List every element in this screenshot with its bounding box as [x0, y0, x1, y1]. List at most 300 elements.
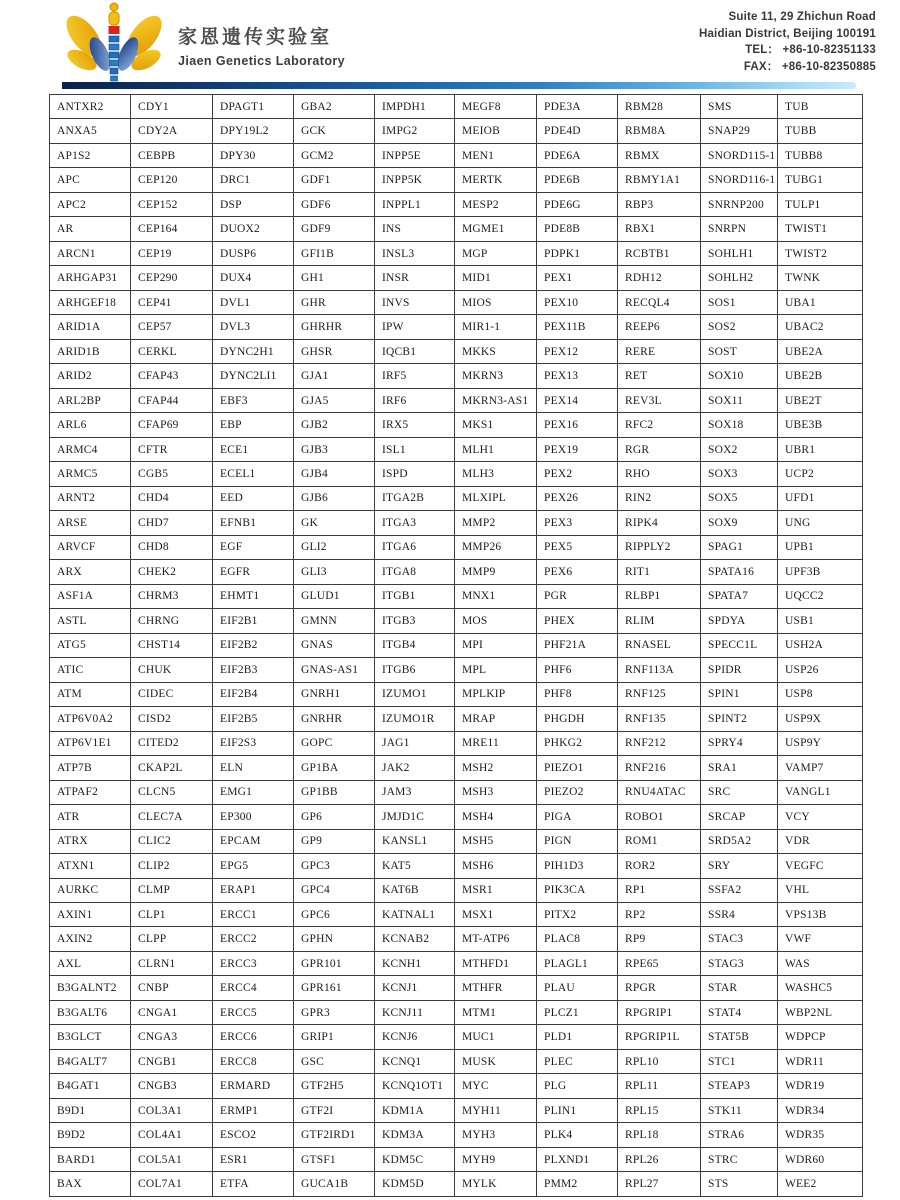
gene-cell: IRF6: [375, 388, 455, 412]
gene-cell: USP9Y: [778, 731, 863, 755]
gene-cell: DSP: [213, 192, 294, 216]
gene-cell: ITGA8: [375, 560, 455, 584]
gene-cell: ARL2BP: [50, 388, 131, 412]
gene-cell: PEX2: [537, 462, 618, 486]
gene-cell: WDPCP: [778, 1025, 863, 1049]
gene-cell: PEX14: [537, 388, 618, 412]
gene-cell: PHKG2: [537, 731, 618, 755]
gene-cell: MYH9: [455, 1147, 537, 1171]
gene-cell: RIT1: [618, 560, 701, 584]
contact-fax: FAX： +86-10-82350885: [743, 60, 876, 73]
gene-table-row: [50, 511, 863, 535]
gene-cell: JMJD1C: [375, 805, 455, 829]
gene-cell: RBX1: [618, 217, 701, 241]
gene-table-row: [50, 902, 863, 926]
gene-table-row: [50, 339, 863, 363]
gene-table-row: [50, 364, 863, 388]
gene-cell: STAR: [701, 976, 778, 1000]
gene-cell: ARMC4: [50, 437, 131, 461]
gene-cell: GTF2H5: [294, 1074, 375, 1098]
gene-cell: USP26: [778, 658, 863, 682]
gene-cell: ERCC2: [213, 927, 294, 951]
gene-cell: REV3L: [618, 388, 701, 412]
gene-cell: KAT5: [375, 854, 455, 878]
gene-cell: GTF2IRD1: [294, 1123, 375, 1147]
gene-cell: ITGA6: [375, 535, 455, 559]
gene-cell: KCNJ6: [375, 1025, 455, 1049]
gene-cell: CFAP43: [131, 364, 213, 388]
gene-cell: ATRX: [50, 829, 131, 853]
gene-cell: GNRHR: [294, 707, 375, 731]
gene-table-row: [50, 927, 863, 951]
gene-cell: MGP: [455, 241, 537, 265]
gene-table-row: [50, 1000, 863, 1024]
gene-cell: ARHGAP31: [50, 266, 131, 290]
gene-cell: PHF8: [537, 682, 618, 706]
gene-cell: RPL27: [618, 1172, 701, 1197]
gene-cell: SOHLH2: [701, 266, 778, 290]
gene-cell: CHUK: [131, 658, 213, 682]
gene-cell: UQCC2: [778, 584, 863, 608]
gene-cell: ARVCF: [50, 535, 131, 559]
gene-cell: IZUMO1: [375, 682, 455, 706]
gene-cell: RCBTB1: [618, 241, 701, 265]
gene-cell: USH2A: [778, 633, 863, 657]
gene-cell: MEIOB: [455, 119, 537, 143]
gene-cell: CIDEC: [131, 682, 213, 706]
gene-cell: GJB6: [294, 486, 375, 510]
gene-cell: IQCB1: [375, 339, 455, 363]
gene-cell: ERCC3: [213, 951, 294, 975]
gene-table-row: [50, 95, 863, 119]
gene-cell: PITX2: [537, 902, 618, 926]
gene-cell: MERTK: [455, 168, 537, 192]
gene-cell: GJA5: [294, 388, 375, 412]
gene-cell: B9D1: [50, 1098, 131, 1122]
gene-cell: CLIC2: [131, 829, 213, 853]
gene-cell: MEN1: [455, 143, 537, 167]
gene-cell: EP300: [213, 805, 294, 829]
gene-table-row: [50, 290, 863, 314]
gene-cell: SRD5A2: [701, 829, 778, 853]
gene-cell: GJB2: [294, 413, 375, 437]
gene-cell: EIF2B2: [213, 633, 294, 657]
gene-cell: PEX1: [537, 266, 618, 290]
gene-table-row: [50, 217, 863, 241]
gene-cell: IMPDH1: [375, 95, 455, 119]
gene-cell: MUC1: [455, 1025, 537, 1049]
gene-cell: WDR34: [778, 1098, 863, 1122]
gene-cell: STAT5B: [701, 1025, 778, 1049]
gene-cell: CEP290: [131, 266, 213, 290]
gene-cell: B3GALT6: [50, 1000, 131, 1024]
gene-cell: STAT4: [701, 1000, 778, 1024]
gene-cell: PHGDH: [537, 707, 618, 731]
gene-table-row: [50, 1049, 863, 1073]
gene-cell: GMNN: [294, 609, 375, 633]
gene-cell: SNRPN: [701, 217, 778, 241]
gene-cell: ITGB1: [375, 584, 455, 608]
gene-cell: SOX10: [701, 364, 778, 388]
gene-cell: PIGN: [537, 829, 618, 853]
gene-cell: STRC: [701, 1147, 778, 1171]
gene-cell: ASF1A: [50, 584, 131, 608]
gene-table-row: [50, 1123, 863, 1147]
gene-cell: ISL1: [375, 437, 455, 461]
gene-cell: ERCC1: [213, 902, 294, 926]
gene-cell: SOX2: [701, 437, 778, 461]
gene-table-row: [50, 976, 863, 1000]
gene-cell: UBE2T: [778, 388, 863, 412]
gene-cell: SOHLH1: [701, 241, 778, 265]
brand-block: [178, 22, 345, 68]
gene-cell: PLK4: [537, 1123, 618, 1147]
gene-cell: ERCC8: [213, 1049, 294, 1073]
gene-cell: VEGFC: [778, 854, 863, 878]
gene-cell: UFD1: [778, 486, 863, 510]
gene-cell: PLAC8: [537, 927, 618, 951]
gene-cell: CFAP69: [131, 413, 213, 437]
gene-cell: RNU4ATAC: [618, 780, 701, 804]
gene-cell: DPY30: [213, 143, 294, 167]
gene-cell: DVL3: [213, 315, 294, 339]
gene-cell: GPC3: [294, 854, 375, 878]
gene-table-row: [50, 388, 863, 412]
gene-cell: ECEL1: [213, 462, 294, 486]
gene-cell: IPW: [375, 315, 455, 339]
gene-cell: RECQL4: [618, 290, 701, 314]
gene-cell: MTHFD1: [455, 951, 537, 975]
gene-cell: DVL1: [213, 290, 294, 314]
gene-cell: KCNQ1OT1: [375, 1074, 455, 1098]
gene-cell: ITGB3: [375, 609, 455, 633]
gene-cell: MRAP: [455, 707, 537, 731]
gene-cell: CNGB1: [131, 1049, 213, 1073]
brand-name-en: Jiaen Genetics Laboratory: [178, 54, 346, 68]
gene-table-row: [50, 854, 863, 878]
gene-cell: DUSP6: [213, 241, 294, 265]
gene-cell: CERKL: [131, 339, 213, 363]
gene-cell: RPL15: [618, 1098, 701, 1122]
gene-cell: MIOS: [455, 290, 537, 314]
gene-table-row: [50, 658, 863, 682]
gene-cell: SNAP29: [701, 119, 778, 143]
gene-cell: PEX19: [537, 437, 618, 461]
gene-cell: GSC: [294, 1049, 375, 1073]
gene-cell: WEE2: [778, 1172, 863, 1197]
gene-cell: B3GALNT2: [50, 976, 131, 1000]
gene-cell: IMPG2: [375, 119, 455, 143]
contact-address-line2: Haidian District, Beijing 100191: [698, 27, 876, 40]
gene-cell: MSH3: [455, 780, 537, 804]
gene-cell: UNG: [778, 511, 863, 535]
gene-cell: RBP3: [618, 192, 701, 216]
gene-cell: RPE65: [618, 951, 701, 975]
gene-cell: RFC2: [618, 413, 701, 437]
gene-table-row: [50, 707, 863, 731]
gene-table-row: [50, 437, 863, 461]
gene-cell: PIH1D3: [537, 854, 618, 878]
gene-cell: MSH5: [455, 829, 537, 853]
gene-cell: GP1BB: [294, 780, 375, 804]
gene-cell: GK: [294, 511, 375, 535]
gene-cell: SPIDR: [701, 658, 778, 682]
gene-cell: MKRN3-AS1: [455, 388, 537, 412]
gene-table-row: [50, 315, 863, 339]
gene-cell: CEP152: [131, 192, 213, 216]
gene-cell: KATNAL1: [375, 902, 455, 926]
gene-cell: SMS: [701, 95, 778, 119]
gene-cell: PEX13: [537, 364, 618, 388]
gene-cell: CHST14: [131, 633, 213, 657]
gene-table-row: [50, 535, 863, 559]
gene-cell: UBE2A: [778, 339, 863, 363]
gene-cell: ERCC6: [213, 1025, 294, 1049]
gene-cell: RP2: [618, 902, 701, 926]
gene-cell: B4GAT1: [50, 1074, 131, 1098]
gene-cell: B4GALT7: [50, 1049, 131, 1073]
gene-cell: MSX1: [455, 902, 537, 926]
contact-address-line1: Suite 11, 29 Zhichun Road: [728, 11, 876, 23]
gene-cell: RBMX: [618, 143, 701, 167]
gene-cell: CDY2A: [131, 119, 213, 143]
gene-cell: EIF2S3: [213, 731, 294, 755]
gene-cell: B9D2: [50, 1123, 131, 1147]
gene-cell: KCNH1: [375, 951, 455, 975]
gene-table-row: [50, 682, 863, 706]
gene-table-row: [50, 1074, 863, 1098]
gene-cell: MUSK: [455, 1049, 537, 1073]
gene-cell: RNF216: [618, 756, 701, 780]
gene-cell: KCNJ1: [375, 976, 455, 1000]
gene-cell: PEX26: [537, 486, 618, 510]
gene-cell: GHSR: [294, 339, 375, 363]
gene-cell: REEP6: [618, 315, 701, 339]
gene-cell: TWIST1: [778, 217, 863, 241]
gene-cell: ITGA2B: [375, 486, 455, 510]
gene-cell: EBP: [213, 413, 294, 437]
gene-cell: PDE6G: [537, 192, 618, 216]
gene-cell: STS: [701, 1172, 778, 1197]
gene-cell: GTSF1: [294, 1147, 375, 1171]
gene-cell: GPHN: [294, 927, 375, 951]
gene-cell: EIF2B3: [213, 658, 294, 682]
gene-cell: EPCAM: [213, 829, 294, 853]
gene-cell: DPY19L2: [213, 119, 294, 143]
gene-cell: MESP2: [455, 192, 537, 216]
brand-name-cn: 家恩遗传实验室: [178, 27, 333, 48]
gene-cell: CHD7: [131, 511, 213, 535]
gene-table-row: [50, 192, 863, 216]
gene-cell: GCK: [294, 119, 375, 143]
gene-cell: ERMP1: [213, 1098, 294, 1122]
gene-cell: EBF3: [213, 388, 294, 412]
gene-cell: TUBG1: [778, 168, 863, 192]
gene-cell: RPGR: [618, 976, 701, 1000]
gene-cell: SNORD115-1: [701, 143, 778, 167]
gene-cell: PLAGL1: [537, 951, 618, 975]
gene-table-row: [50, 462, 863, 486]
gene-table-row: [50, 143, 863, 167]
gene-cell: COL7A1: [131, 1172, 213, 1197]
gene-cell: RP1: [618, 878, 701, 902]
gene-cell: KDM1A: [375, 1098, 455, 1122]
gene-cell: PDE8B: [537, 217, 618, 241]
gene-table-row: [50, 1172, 863, 1197]
gene-table-row: [50, 731, 863, 755]
gene-cell: COL5A1: [131, 1147, 213, 1171]
gene-cell: RGR: [618, 437, 701, 461]
gene-cell: GCM2: [294, 143, 375, 167]
gene-cell: MTHFR: [455, 976, 537, 1000]
gene-cell: APC2: [50, 192, 131, 216]
gene-cell: UPB1: [778, 535, 863, 559]
gene-cell: DRC1: [213, 168, 294, 192]
gene-cell: TUBB8: [778, 143, 863, 167]
gene-cell: RNF212: [618, 731, 701, 755]
gene-cell: USB1: [778, 609, 863, 633]
gene-cell: SPDYA: [701, 609, 778, 633]
gene-cell: MID1: [455, 266, 537, 290]
gene-cell: CLEC7A: [131, 805, 213, 829]
gene-table-row: [50, 1025, 863, 1049]
gene-cell: CNGB3: [131, 1074, 213, 1098]
gene-cell: RNF125: [618, 682, 701, 706]
gene-cell: ATR: [50, 805, 131, 829]
gene-cell: WBP2NL: [778, 1000, 863, 1024]
gene-cell: JAM3: [375, 780, 455, 804]
gene-cell: DPAGT1: [213, 95, 294, 119]
gene-cell: PEX3: [537, 511, 618, 535]
gene-cell: RBM8A: [618, 119, 701, 143]
gene-cell: WDR19: [778, 1074, 863, 1098]
gene-cell: UBAC2: [778, 315, 863, 339]
gene-cell: GNAS-AS1: [294, 658, 375, 682]
gene-cell: KCNQ1: [375, 1049, 455, 1073]
gene-cell: UBE3B: [778, 413, 863, 437]
gene-cell: ATP7B: [50, 756, 131, 780]
gene-cell: MPI: [455, 633, 537, 657]
gene-cell: ROM1: [618, 829, 701, 853]
gene-cell: SOX3: [701, 462, 778, 486]
gene-cell: PEX16: [537, 413, 618, 437]
gene-cell: EMG1: [213, 780, 294, 804]
gene-cell: CLIP2: [131, 854, 213, 878]
gene-cell: ARID1A: [50, 315, 131, 339]
gene-cell: CITED2: [131, 731, 213, 755]
gene-cell: EGFR: [213, 560, 294, 584]
gene-cell: CLRN1: [131, 951, 213, 975]
gene-cell: MOS: [455, 609, 537, 633]
gene-cell: WDR60: [778, 1147, 863, 1171]
gene-cell: STAC3: [701, 927, 778, 951]
gene-cell: ATM: [50, 682, 131, 706]
contact-tel: TEL： +86-10-82351133: [745, 44, 876, 56]
gene-table-row: [50, 168, 863, 192]
gene-cell: VANGL1: [778, 780, 863, 804]
gene-cell: MIR1-1: [455, 315, 537, 339]
gene-table-row: [50, 266, 863, 290]
gene-cell: ITGB6: [375, 658, 455, 682]
gene-cell: ATPAF2: [50, 780, 131, 804]
gene-cell: RHO: [618, 462, 701, 486]
gene-cell: PDE3A: [537, 95, 618, 119]
gene-cell: EIF2B5: [213, 707, 294, 731]
gene-cell: SOS1: [701, 290, 778, 314]
gene-cell: CGB5: [131, 462, 213, 486]
gene-cell: TULP1: [778, 192, 863, 216]
gene-cell: RNASEL: [618, 633, 701, 657]
gene-cell: JAG1: [375, 731, 455, 755]
gene-cell: MYLK: [455, 1172, 537, 1197]
gene-cell: STK11: [701, 1098, 778, 1122]
gene-cell: SPATA16: [701, 560, 778, 584]
gene-cell: VWF: [778, 927, 863, 951]
gene-cell: CNGA1: [131, 1000, 213, 1024]
gene-cell: MKRN3: [455, 364, 537, 388]
gene-cell: INS: [375, 217, 455, 241]
gene-cell: GFI1B: [294, 241, 375, 265]
gene-cell: DUX4: [213, 266, 294, 290]
gene-cell: ELN: [213, 756, 294, 780]
gene-cell: GDF6: [294, 192, 375, 216]
gene-table-row: [50, 633, 863, 657]
gene-cell: GUCA1B: [294, 1172, 375, 1197]
gene-cell: IZUMO1R: [375, 707, 455, 731]
jiaen-genetics-logo-icon: [62, 2, 166, 82]
gene-cell: GPR101: [294, 951, 375, 975]
gene-table-row: [50, 119, 863, 143]
gene-cell: WASHC5: [778, 976, 863, 1000]
gene-cell: SPIN1: [701, 682, 778, 706]
gene-table-row: [50, 241, 863, 265]
gene-cell: INSR: [375, 266, 455, 290]
gene-cell: STAG3: [701, 951, 778, 975]
gene-cell: EIF2B4: [213, 682, 294, 706]
gene-cell: MYC: [455, 1074, 537, 1098]
gene-table-row: [50, 413, 863, 437]
gene-cell: STRA6: [701, 1123, 778, 1147]
gene-cell: MEGF8: [455, 95, 537, 119]
gene-cell: GJB4: [294, 462, 375, 486]
gene-cell: ATIC: [50, 658, 131, 682]
gene-cell: APC: [50, 168, 131, 192]
gene-cell: SOX11: [701, 388, 778, 412]
gene-cell: MSH4: [455, 805, 537, 829]
gene-cell: RNF135: [618, 707, 701, 731]
gene-cell: STEAP3: [701, 1074, 778, 1098]
gene-cell: PMM2: [537, 1172, 618, 1197]
gene-cell: PEX10: [537, 290, 618, 314]
gene-table-row: [50, 878, 863, 902]
gene-cell: RDH12: [618, 266, 701, 290]
gene-cell: COL3A1: [131, 1098, 213, 1122]
gene-cell: GPR161: [294, 976, 375, 1000]
gene-cell: ARSE: [50, 511, 131, 535]
gene-cell: DYNC2LI1: [213, 364, 294, 388]
gene-cell: TUBB: [778, 119, 863, 143]
gene-cell: MSH6: [455, 854, 537, 878]
gene-cell: PDE6B: [537, 168, 618, 192]
gene-cell: KDM5D: [375, 1172, 455, 1197]
gene-cell: GLUD1: [294, 584, 375, 608]
gene-cell: GHR: [294, 290, 375, 314]
gene-cell: SRY: [701, 854, 778, 878]
gene-cell: CLCN5: [131, 780, 213, 804]
gene-cell: USP9X: [778, 707, 863, 731]
gene-cell: RBM28: [618, 95, 701, 119]
gene-cell: ERAP1: [213, 878, 294, 902]
